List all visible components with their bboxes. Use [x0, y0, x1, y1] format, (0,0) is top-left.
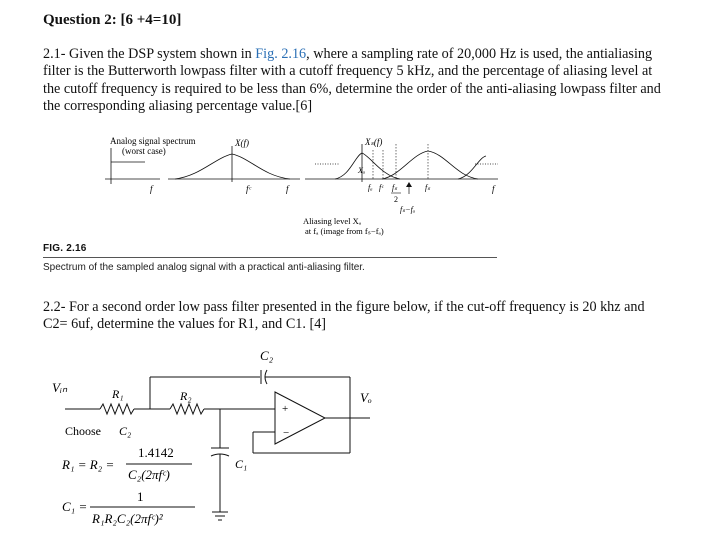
panel2-fc-label: fᶜ — [246, 184, 251, 194]
eq2-denominator: R₁R₂C₂(2πfᶜ)² — [92, 511, 163, 526]
xsf-label: Xₛ(f) — [365, 137, 383, 147]
part2-line1: 2.2- For a second order low pass filter presented in the figure below, if the cut-off frequency is 20 khz and — [43, 299, 645, 315]
panel3-image-curve — [382, 151, 478, 179]
part2-paragraph — [43, 299, 683, 334]
panel3-f-label: f — [492, 184, 495, 194]
fig-2-16-link[interactable]: Fig. 2.16 — [255, 46, 307, 62]
eq1-lhs: R₁ = R₂ = — [62, 457, 115, 472]
vo-label: Vₒ — [360, 390, 372, 405]
question-title: Question 2: [6 +4=10] — [43, 12, 182, 28]
r1-label: R₁ — [112, 387, 124, 401]
part1-line1-a: 2.1- Given the DSP system shown in — [43, 46, 256, 62]
eq1-denominator: C₂(2πfᶜ) — [128, 467, 170, 482]
spectrum-label-1: Analog signal spectrum — [110, 136, 196, 146]
spectrum-label-2: (worst case) — [122, 146, 166, 156]
aliasing-label-2: at fₐ (image from fₛ−fₐ) — [305, 226, 384, 236]
part1-paragraph — [43, 46, 683, 116]
choose-label: Choose — [65, 424, 101, 438]
figure-label: FIG. 2.16 — [43, 243, 87, 254]
eq2-lhs: C₁ = — [62, 499, 88, 514]
vin-label: Vᵢₙ — [52, 380, 68, 395]
c1-label: C₁ — [235, 457, 248, 471]
spectrum-figure — [100, 132, 500, 240]
part2-line2: C2= 6uf, determine the values for R1, and C1. [4] — [43, 316, 327, 333]
part1-line3: the cutoff frequency is required to be less than 6%, determine the order of the anti-aliasing lowpass filter and — [43, 80, 661, 97]
fc-label2: fᶜ — [379, 183, 384, 192]
choose-c2-label: C₂ — [119, 424, 132, 438]
eq1-numerator: 1.4142 — [138, 445, 174, 460]
figure-caption: Spectrum of the sampled analog signal with a practical anti-aliasing filter. — [43, 262, 365, 273]
figure-rule — [43, 257, 497, 258]
fa-label: fₐ — [368, 183, 373, 192]
xf-label: X(f) — [235, 138, 249, 148]
opamp-minus: − — [283, 427, 290, 439]
panel3-base-curve — [335, 153, 400, 179]
part1-line1-b: , where a sampling rate of 20,000 Hz is used, the antialiasing — [306, 46, 653, 62]
xa-label: Xₐ — [358, 166, 366, 175]
panel1-f-label: f — [150, 184, 153, 194]
c2-label: C₂ — [260, 348, 274, 363]
r2-label: R₂ — [180, 389, 192, 403]
panel2-curve — [175, 154, 290, 179]
two-label: 2 — [394, 195, 398, 204]
part1-line1 — [43, 46, 683, 63]
fs-label: fₛ — [425, 183, 431, 192]
arrowhead-icon — [406, 182, 412, 187]
part1-line4: the corresponding aliasing percentage value.[6] — [43, 98, 313, 115]
circuit-diagram — [40, 340, 400, 545]
aliasing-label-1: Aliasing level Xₐ — [303, 216, 362, 226]
fs2-label: fₛ — [392, 183, 398, 192]
panel3-next-curve — [458, 156, 486, 179]
r2-resistor — [170, 404, 204, 414]
panel2-f-label: f — [286, 184, 289, 194]
opamp-plus: + — [282, 403, 289, 415]
part1-line2: filter is the Butterworth lowpass filter with a cutoff frequency 5 kHz, and the percentage of aliasing level at — [43, 63, 653, 80]
r1-resistor — [100, 404, 134, 414]
fs-minus-fa-label: fₛ−fₐ — [400, 205, 416, 214]
eq2-numerator: 1 — [137, 489, 144, 504]
